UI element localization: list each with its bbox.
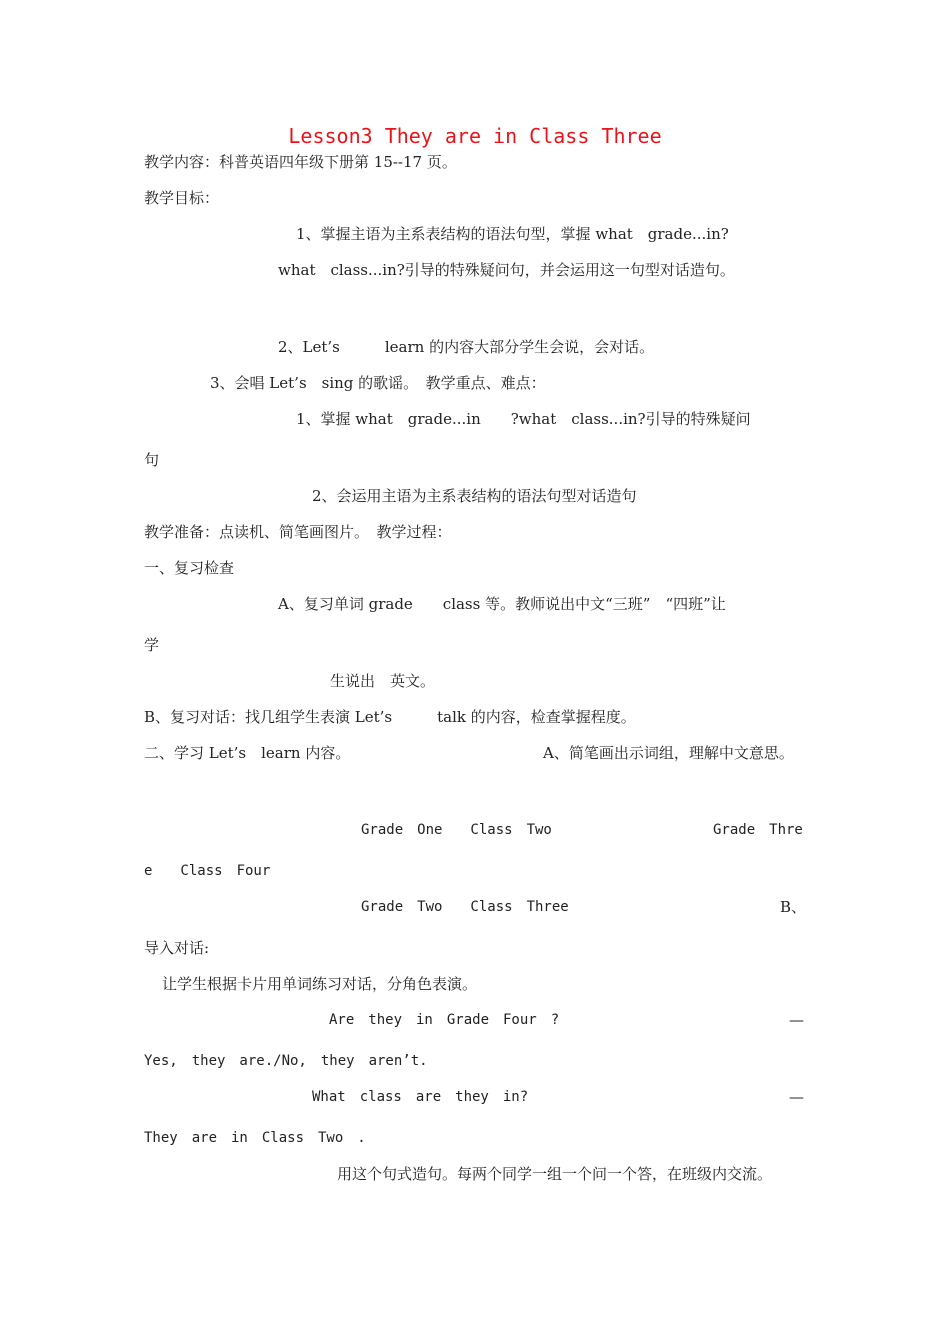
dash: — xyxy=(789,1011,804,1029)
text-line: 教学准备：点读机、简笔画图片。 教学过程： xyxy=(144,523,452,541)
phrase-line: Grade Thre xyxy=(713,822,803,838)
text-line: 生说出 英文。 xyxy=(330,672,436,690)
page-title: Lesson3 They are in Class Three xyxy=(288,124,662,148)
phrase-line: Grade One Class Two xyxy=(361,822,552,838)
dialogue-line: What class are they in? xyxy=(312,1089,529,1105)
text-line: A、简笔画出示词组，理解中文意思。 xyxy=(543,744,794,762)
section-heading: 一、复习检查 xyxy=(144,559,235,577)
section-heading: 二、学习 Let’s learn 内容。 xyxy=(144,744,351,762)
text-line: 2、会运用主语为主系表结构的语法句型对话造句 xyxy=(312,487,637,505)
text-line: 3、会唱 Let’s sing 的歌谣。 教学重点、难点： xyxy=(210,374,546,392)
text-line: A、复习单词 grade class 等。教师说出中文“三班” “四班”让 xyxy=(278,595,726,613)
dash: — xyxy=(789,1088,804,1106)
text-line: 让学生根据卡片用单词练习对话，分角色表演。 xyxy=(162,975,478,993)
text-line: 1、掌握 what grade...in ?what class...in?引导的特殊疑问 xyxy=(296,410,751,428)
text-line: 1、掌握主语为主系表结构的语法句型，掌握 what grade...in? xyxy=(296,225,729,243)
text-line: 2、Let’s learn 的内容大部分学生会说，会对话。 xyxy=(278,338,655,356)
text-line: what class...in?引导的特殊疑问句，并会运用这一句型对话造句。 xyxy=(278,261,735,279)
text-line: 句 xyxy=(144,451,160,469)
text-line: 导入对话: xyxy=(144,939,210,957)
phrase-line: Grade Two Class Three xyxy=(361,899,569,915)
dialogue-line: Are they in Grade Four ? xyxy=(329,1012,560,1028)
phrase-line: e Class Four xyxy=(144,863,271,879)
dialogue-line: They are in Class Two . xyxy=(144,1130,366,1146)
text-line: 用这个句式造句。每两个同学一组一个问一个答，在班级内交流。 xyxy=(337,1165,773,1183)
text-line: B、 xyxy=(780,898,807,916)
text-line: 学 xyxy=(144,636,160,654)
text-line: 教学内容：科普英语四年级下册第 15--17 页。 xyxy=(144,153,457,171)
dialogue-line: Yes, they are./No, they aren’t. xyxy=(144,1053,428,1069)
text-line: B、复习对话：找几组学生表演 Let’s talk 的内容，检查掌握程度。 xyxy=(144,708,636,726)
text-line: 教学目标： xyxy=(144,189,220,207)
